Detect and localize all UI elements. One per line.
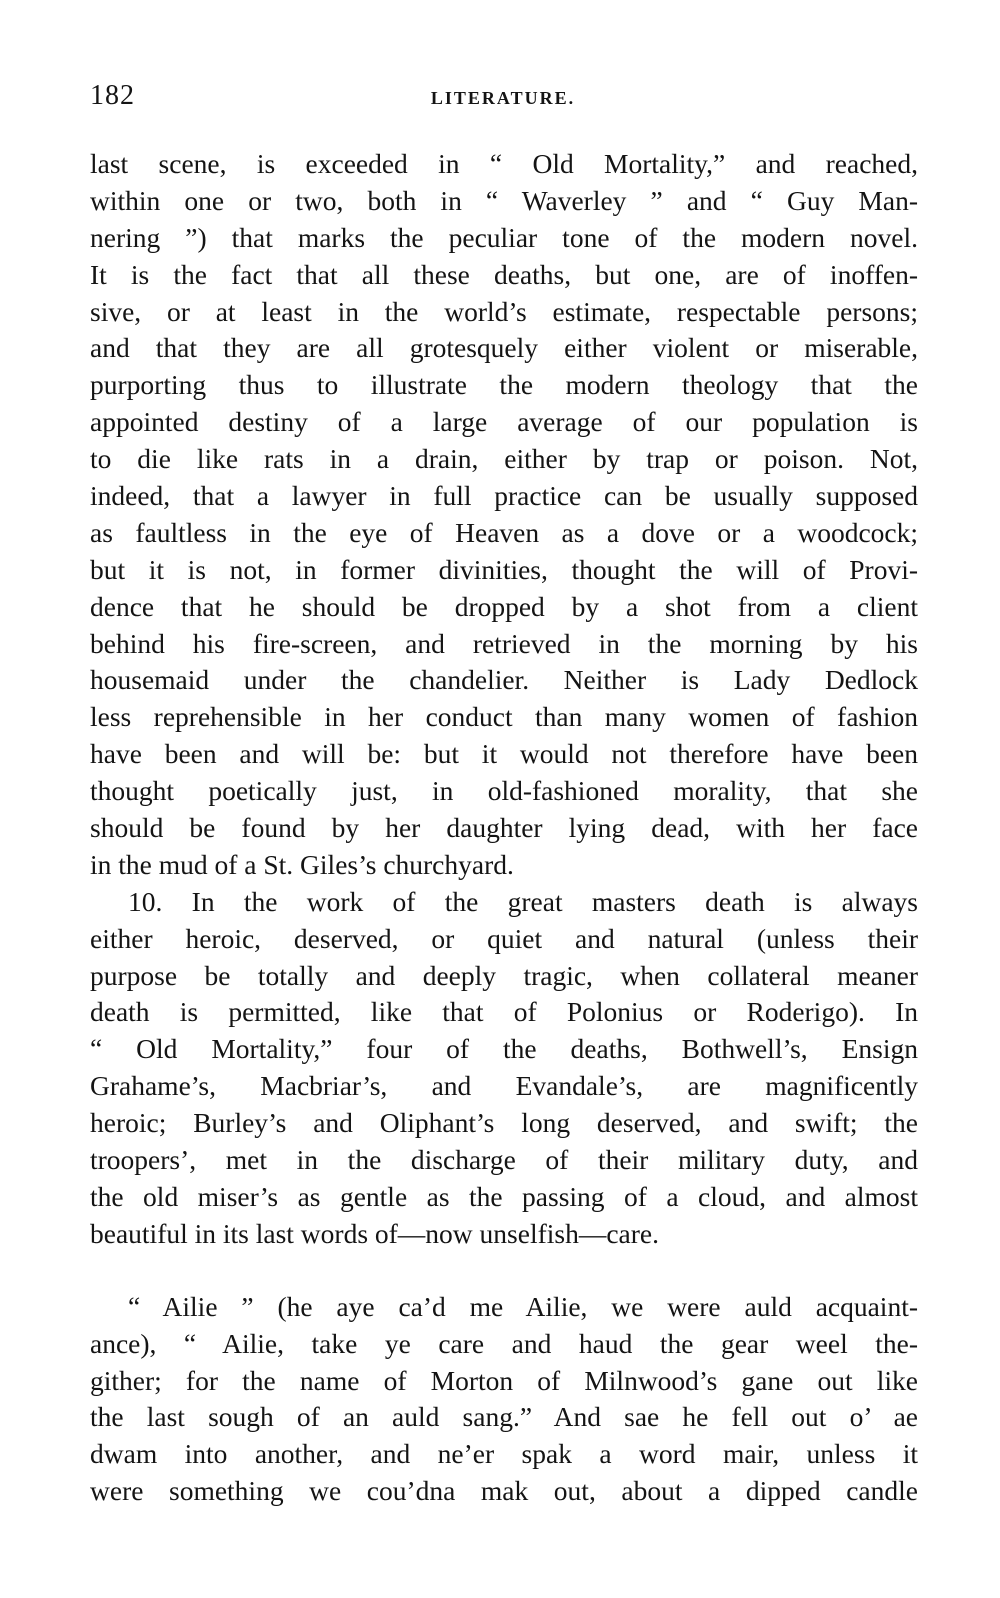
text-line: in the mud of a St. Giles’s churchyard. — [90, 848, 514, 880]
text-line: either heroic, deserved, or quiet and natural (unless their — [90, 922, 918, 954]
text-line: Grahame’s, Macbriar’s, and Evandale’s, are magnificently — [90, 1070, 918, 1102]
text-line: It is the fact that all these deaths, but one, are of inoffen- — [90, 258, 918, 290]
paragraph-1 — [90, 146, 918, 884]
text-line: were something we cou’dna mak out, about a dipped candle — [90, 1475, 918, 1507]
text-line: nering ”) that marks the peculiar tone of the modern novel. — [90, 221, 918, 253]
paragraph-2 — [90, 884, 918, 1253]
text-line: sive, or at least in the world’s estimate, respectable persons; — [90, 295, 918, 327]
text-line: and that they are all grotesquely either violent or miserable, — [90, 332, 918, 364]
page-number: 182 — [90, 80, 135, 111]
text-line: last scene, is exceeded in “ Old Mortality,” and reached, — [90, 148, 918, 179]
text-line: indeed, that a lawyer in full practice can be usually supposed — [90, 480, 918, 512]
text-line: have been and will be: but it would not therefore have been — [90, 738, 918, 770]
text-line: but it is not, in former divinities, thought the will of Provi- — [90, 553, 918, 585]
text-line: dence that he should be dropped by a shot from a client — [90, 590, 918, 622]
text-line: behind his fire-screen, and retrieved in the morning by his — [90, 627, 918, 659]
text-line: housemaid under the chandelier. Neither is Lady Dedlock — [90, 664, 918, 696]
quotation-block — [90, 1289, 918, 1510]
text-line: the last sough of an auld sang.” And sae he fell out o’ ae — [90, 1401, 918, 1433]
text-line: 10. In the work of the great masters death is always — [128, 885, 918, 917]
text-line: the old miser’s as gentle as the passing of a cloud, and almost — [90, 1180, 918, 1212]
text-line: “ Ailie ” (he aye ca’d me Ailie, we were auld acquaint- — [128, 1290, 918, 1322]
text-line: beautiful in its last words of—now unselfish—care. — [90, 1217, 659, 1249]
text-line: “ Old Mortality,” four of the deaths, Bothwell’s, Ensign — [90, 1033, 918, 1065]
text-line: should be found by her daughter lying dead, with her face — [90, 812, 918, 844]
text-line: dwam into another, and ne’er spak a word mair, unless it — [90, 1438, 918, 1470]
text-line: thought poetically just, in old-fashioned morality, that she — [90, 775, 918, 807]
text-line: as faultless in the eye of Heaven as a dove or a woodcock; — [90, 516, 918, 548]
text-line: within one or two, both in “ Waverley ” and “ Guy Man- — [90, 184, 918, 216]
text-line: purpose be totally and deeply tragic, when collateral meaner — [90, 959, 918, 991]
text-line: purporting thus to illustrate the modern theology that the — [90, 369, 918, 401]
text-line: troopers’, met in the discharge of their military duty, and — [90, 1144, 918, 1176]
running-head: LITERATURE. — [430, 88, 576, 108]
text-line: death is permitted, like that of Polonius or Roderigo). In — [90, 996, 918, 1028]
text-line: ance), “ Ailie, take ye care and haud the gear weel the- — [90, 1327, 918, 1359]
text-line: gither; for the name of Morton of Milnwood’s gane out like — [90, 1364, 918, 1396]
page-header — [88, 80, 918, 120]
text-line: to die like rats in a drain, either by trap or poison. Not, — [90, 443, 918, 475]
text-line: appointed destiny of a large average of our population is — [90, 406, 918, 438]
text-line: heroic; Burley’s and Oliphant’s long deserved, and swift; the — [90, 1107, 918, 1139]
text-line: less reprehensible in her conduct than many women of fashion — [90, 701, 918, 733]
body-text — [90, 146, 918, 1510]
